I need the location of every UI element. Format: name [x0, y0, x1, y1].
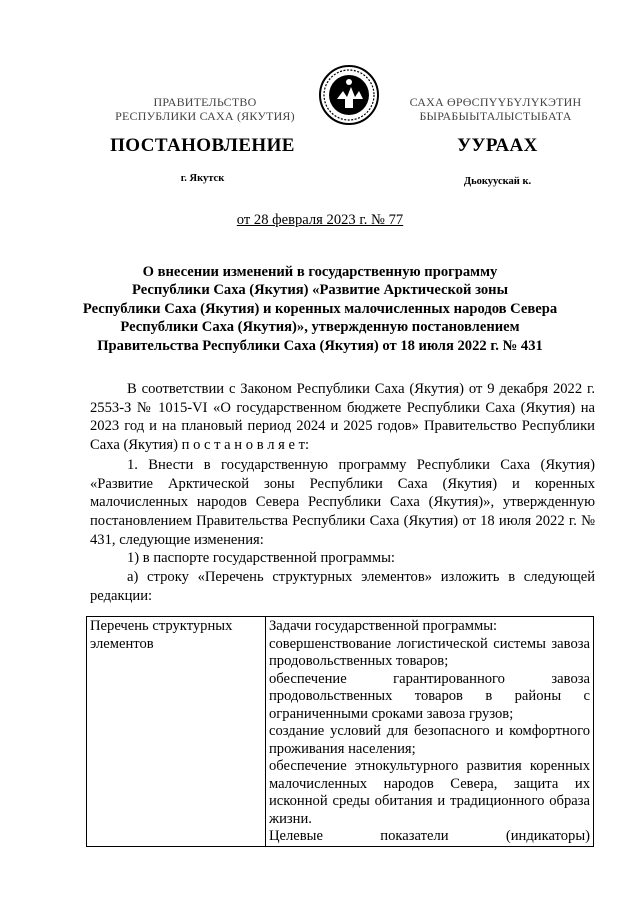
- title-line: Республики Саха (Якутия) «Развитие Арктической зоны: [132, 282, 508, 299]
- table-cell-label: Перечень структурных элементов: [87, 617, 266, 847]
- table-line: Целевые показатели (индикаторы): [269, 828, 590, 844]
- coat-of-arms-icon: [317, 63, 381, 127]
- item-1-paragraph: 1. Внести в государственную программу Республики Саха (Якутия) «Развитие Арктической зоны Республики Саха (Якутия) и коренных малочисленных народов Севера Республики Саха (Якутия)», утвержденную постановлением Правительства Республики Саха (Якутия) от 18 июля 2022 г. № 431, следующие изменения:: [90, 457, 595, 548]
- item-1-subpoint-paragraph: 1) в паспорте государственной программы:: [127, 550, 395, 566]
- table-line: Задачи государственной программы:: [269, 618, 498, 634]
- title-line: Правительства Республики Саха (Якутия) от 18 июля 2022 г. № 431: [97, 337, 543, 354]
- date-number: [0, 212, 640, 229]
- document-title: [60, 263, 580, 355]
- table-line: обеспечение этнокультурного развития коренных малочисленных народов Севера, защита их исконной среды обитания и традиционного образа жизни.: [269, 758, 590, 827]
- title-line: Республики Саха (Якутия) и коренных малочисленных народов Севера: [82, 300, 558, 317]
- item-a-paragraph: а) строку «Перечень структурных элементов» изложить в следующей редакции:: [90, 569, 595, 604]
- government-name-ru: [100, 95, 310, 123]
- preamble-paragraph: В соответствии с Законом Республики Саха (Якутия) от 9 декабря 2022 г. 2553-З № 1015-VI «О государственном бюджете Республики Саха (Якутия) на 2023 год и на плановый период 2024 и 2025 годов» Правительство Республики Саха (Якутия) п о с т а н о в л я е т:: [90, 381, 595, 454]
- passport-table: [86, 616, 594, 847]
- table-line: совершенствование логистической системы завоза продовольственных товаров;: [269, 635, 590, 669]
- table-line: создание условий для безопасного и комфортного проживания населения;: [269, 723, 590, 757]
- government-name-ru-line2: РЕСПУБЛИКИ САХА (ЯКУТИЯ): [115, 109, 295, 123]
- date-number-text: от 28 февраля 2023 г. № 77: [236, 212, 404, 228]
- city-ru: г. Якутск: [180, 173, 225, 184]
- government-name-sah-line2: БЫРАБЫЫТАЛЫСТЫБАТА: [419, 109, 572, 123]
- government-name-sah-line1: САХА ӨРӨСПҮҮБҮЛҮКЭТИН: [409, 95, 582, 109]
- title-line: О внесении изменений в государственную программу: [142, 264, 498, 280]
- doc-type-sah: УУРААХ: [457, 135, 538, 156]
- doc-type-ru: ПОСТАНОВЛЕНИЕ: [110, 135, 295, 156]
- title-line: Республики Саха (Якутия)», утвержденную постановлением: [120, 319, 520, 336]
- table-row: [87, 617, 594, 847]
- table-cell-content: [266, 617, 594, 847]
- government-name-sah: [388, 95, 603, 123]
- government-name-ru-line1: ПРАВИТЕЛЬСТВО: [153, 95, 257, 109]
- table-line: обеспечение гарантированного завоза продовольственных товаров в районы с ограниченными сроками завоза грузов;: [269, 670, 590, 722]
- city-sah: Дьокуускай к.: [463, 176, 532, 187]
